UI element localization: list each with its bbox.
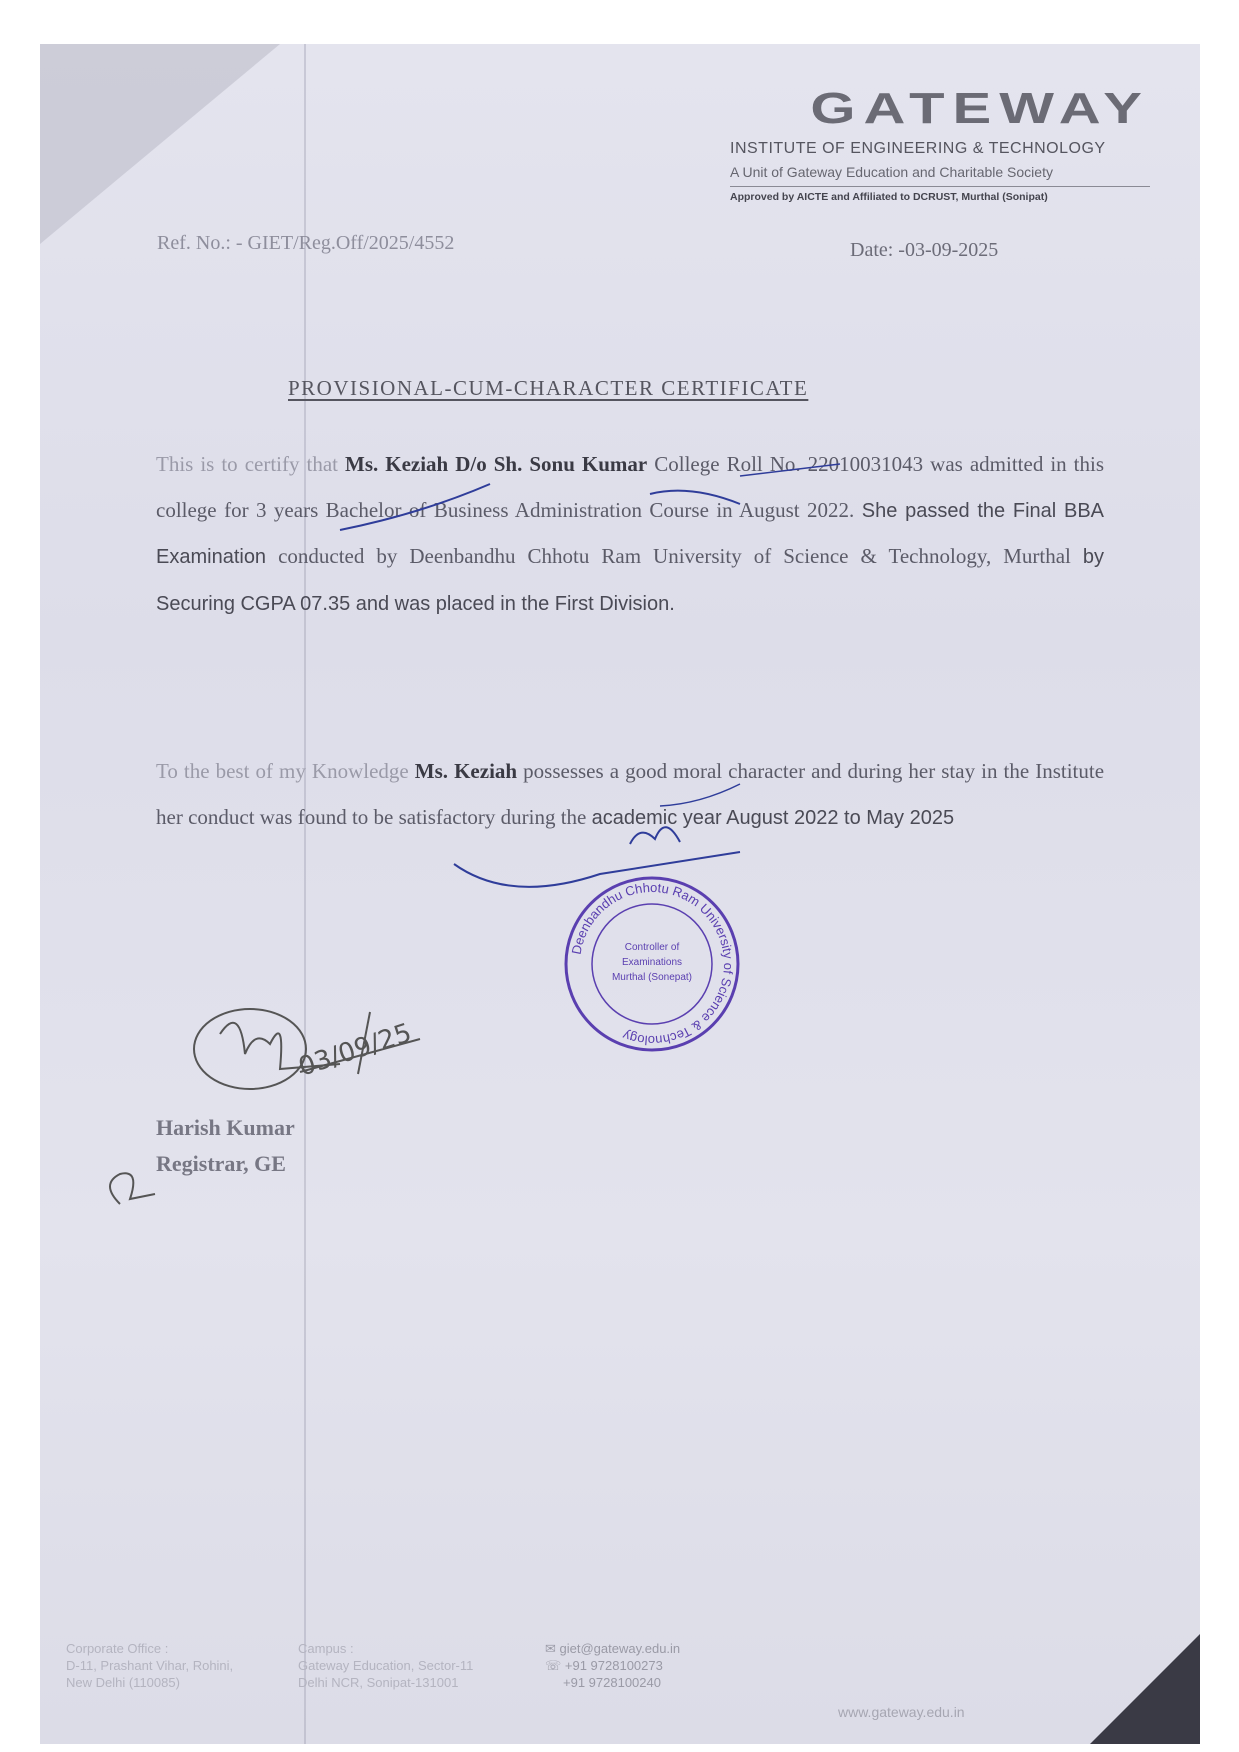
institute-name: INSTITUTE OF ENGINEERING & TECHNOLOGY <box>730 140 1106 157</box>
gateway-logo: GATEWAY <box>810 83 1150 133</box>
mail-icon: ✉ <box>545 1641 560 1656</box>
campus-address-1: Gateway Education, Sector-11 <box>298 1658 474 1673</box>
corner-shadow <box>40 44 280 244</box>
student-name: Ms. Keziah D/o Sh. Sonu Kumar <box>345 452 648 476</box>
signer-role: Registrar, GE <box>156 1151 286 1176</box>
footer-website: www.gateway.edu.in <box>838 1704 965 1720</box>
para2-session: academic year August 2022 to May 2025 <box>591 806 955 829</box>
corner-dark <box>1090 1634 1200 1744</box>
unit-line: A Unit of Gateway Education and Charitable Society <box>730 164 1053 180</box>
footer-phone-2: +91 9728100240 <box>563 1675 661 1690</box>
student-name-2: Ms. Keziah <box>414 759 518 783</box>
footer-corporate <box>66 1640 233 1691</box>
ink-marks <box>40 44 1200 1744</box>
certificate-title: PROVISIONAL-CUM-CHARACTER CERTIFICATE <box>288 376 809 400</box>
letterhead <box>730 83 1150 203</box>
certificate-paragraph-2 <box>156 749 1104 841</box>
initial-mark <box>110 1173 155 1204</box>
campus-label: Campus : <box>298 1641 354 1656</box>
certificate-paragraph-1 <box>156 442 1104 627</box>
corporate-address-2: New Delhi (110085) <box>66 1675 180 1690</box>
para1-university: conducted by Deenbandhu Chhotu Ram University of Science & Technology, Murthal <box>278 544 1071 568</box>
approval-line: Approved by AICTE and Affiliated to DCRUST, Murthal (Sonipat) <box>730 191 1048 203</box>
para1-result: by Securing CGPA 07.35 and was placed in the First Division. <box>156 546 1105 615</box>
corporate-label: Corporate Office : <box>66 1641 169 1656</box>
footer-phone-1: +91 9728100273 <box>564 1658 663 1673</box>
stamp-outer-text: Deenbandhu Chhotu Ram University of Science & Technology <box>568 879 737 1049</box>
signer-block <box>156 1110 295 1182</box>
certificate-page <box>40 44 1200 1744</box>
para1-intro: This is to certify that <box>156 452 338 476</box>
letterhead-rule <box>730 186 1150 187</box>
footer-contact <box>545 1640 680 1691</box>
para1-exam: She passed the Final BBA Examination <box>156 499 1104 568</box>
campus-address-2: Delhi NCR, Sonipat-131001 <box>298 1675 459 1690</box>
para2-intro: To the best of my Knowledge <box>156 759 409 783</box>
footer-campus <box>298 1640 473 1691</box>
issue-date: Date: -03-09-2025 <box>850 239 999 261</box>
signature-date: 03/09/25 <box>294 1018 416 1083</box>
para2-character: possesses a good moral character and during her stay in the Institute her conduct was found to be satisfactory during the <box>156 759 1105 829</box>
stamp-line-1: Controller of <box>624 942 680 953</box>
footer-email: giet@gateway.edu.in <box>559 1641 681 1656</box>
signer-name: Harish Kumar <box>156 1115 295 1140</box>
stamp-line-3: Murthal (Sonepat) <box>611 972 693 983</box>
phone-icon: ☏ <box>545 1658 565 1673</box>
corporate-address-1: D-11, Prashant Vihar, Rohini, <box>66 1658 234 1673</box>
registrar-signature <box>194 1009 420 1089</box>
para1-course: College Roll No. 22010031043 was admitted in this college for 3 years Bachelor of Business Administration Course in August 2022. <box>156 452 1105 522</box>
stamp-line-2: Examinations <box>621 957 683 968</box>
university-stamp <box>566 878 738 1050</box>
fold-line <box>304 44 306 1744</box>
reference-number: Ref. No.: - GIET/Reg.Off/2025/4552 <box>157 232 455 254</box>
